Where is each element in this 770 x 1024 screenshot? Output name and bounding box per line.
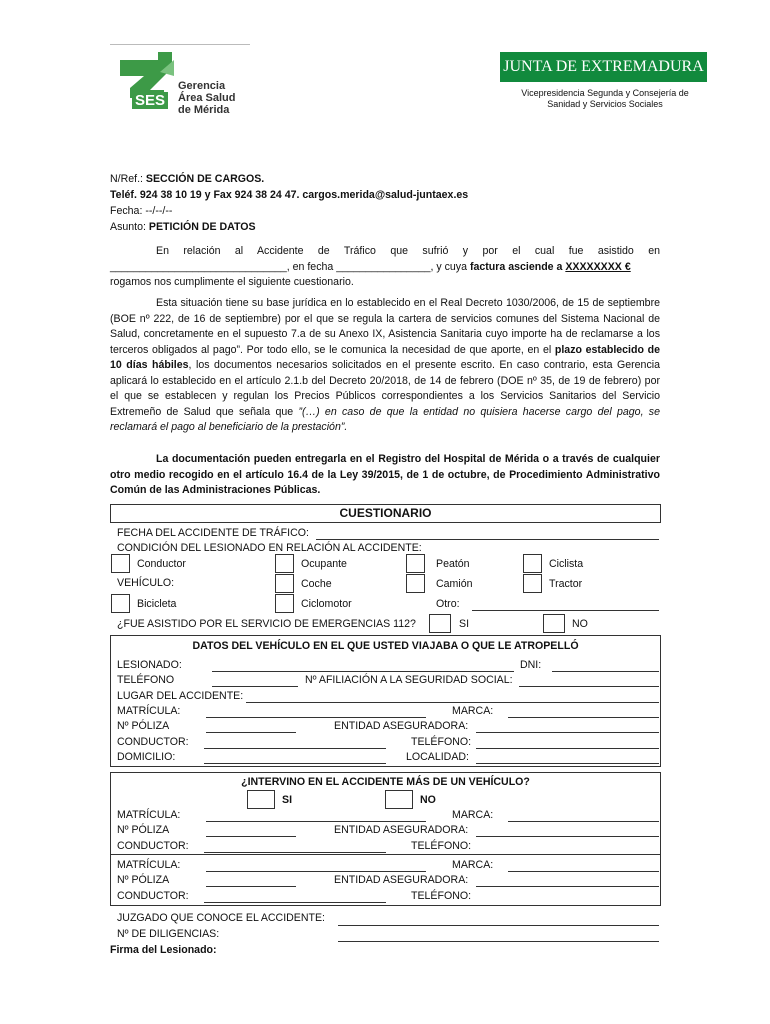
- v2-matricula-label: MATRÍCULA:: [117, 809, 181, 821]
- v3-conductor-label: CONDUCTOR:: [117, 890, 189, 902]
- opt-ciclomotor: Ciclomotor: [301, 598, 352, 610]
- v2-marca-field[interactable]: [508, 821, 659, 822]
- v2-conductor-field[interactable]: [204, 852, 386, 853]
- afiliacion-field[interactable]: [519, 686, 659, 687]
- asistido-no: NO: [572, 618, 588, 630]
- ses-letters: SES: [132, 92, 168, 109]
- v3-telefono-label: TELÉFONO:: [411, 890, 472, 902]
- p1-b-text: ______________________________, en fecha ________________, y cuya: [110, 260, 470, 273]
- logo-text-merida: de Mérida: [178, 104, 230, 116]
- asistido-112-label: ¿FUE ASISTIDO POR EL SERVICIO DE EMERGENCIAS 112?: [117, 618, 416, 630]
- vicepresidencia-1: Vicepresidencia Segunda y Consejería de: [521, 88, 689, 98]
- v2-poliza-field[interactable]: [206, 836, 296, 837]
- telef-line: Teléf. 924 38 10 19 y Fax 924 38 24 47. cargos.merida@salud-juntaex.es: [110, 189, 469, 201]
- mas-vehiculo-si: SI: [282, 794, 293, 806]
- v3-poliza-field[interactable]: [206, 886, 296, 887]
- diligencias-field[interactable]: [338, 941, 659, 942]
- nref-line: [110, 172, 264, 188]
- asunto-value: PETICIÓN DE DATOS: [148, 221, 256, 233]
- asunto-label: Asunto:: [110, 221, 149, 233]
- telefono-label: TELÉFONO: [117, 674, 175, 686]
- checkbox-ciclomotor[interactable]: [275, 594, 294, 613]
- opt-camion: Camión: [436, 578, 473, 590]
- aseguradora-label: ENTIDAD ASEGURADORA:: [334, 720, 469, 732]
- v2-telefono-label: TELÉFONO:: [411, 840, 472, 852]
- opt-bicicleta: Bicicleta: [137, 598, 177, 610]
- checkbox-112-si[interactable]: [429, 614, 451, 633]
- v3-marca-field[interactable]: [508, 871, 659, 872]
- logo-text-gerencia: Gerencia: [178, 80, 226, 92]
- v2-aseguradora-label: ENTIDAD ASEGURADORA:: [334, 824, 469, 836]
- lugar-field[interactable]: [246, 702, 659, 703]
- opt-tractor: Tractor: [549, 578, 583, 590]
- checkbox-mas-vehiculo-si[interactable]: [247, 790, 275, 809]
- lugar-label: LUGAR DEL ACCIDENTE:: [117, 690, 244, 702]
- dni-label: DNI:: [520, 659, 542, 671]
- localidad-label: LOCALIDAD:: [406, 751, 469, 763]
- p2-italic: ”(…) en caso de que la entidad no quisiera hacerse cargo del pago, se reclamará el pago al beneficiario de la prestación”.: [110, 405, 660, 433]
- junta-text: JUNTA DE EXTREMADURA: [503, 58, 704, 75]
- cuestionario-title: CUESTIONARIO: [339, 506, 432, 520]
- conductor-field[interactable]: [204, 748, 386, 749]
- v3-marca-label: MARCA:: [452, 859, 494, 871]
- juzgado-label: JUZGADO QUE CONOCE EL ACCIDENTE:: [117, 912, 325, 924]
- telefono-field[interactable]: [212, 686, 298, 687]
- vehiculo-label: VEHÍCULO:: [117, 577, 175, 589]
- p2-bold: plazo establecido de 10 días hábiles: [110, 343, 660, 371]
- ses-logo: [110, 50, 260, 120]
- v2-poliza-label: Nº PÓLIZA: [117, 824, 170, 836]
- otro-field[interactable]: [472, 610, 659, 611]
- checkbox-peaton[interactable]: [406, 554, 425, 573]
- opt-otro: Otro:: [436, 598, 460, 610]
- diligencias-label: Nº DE DILIGENCIAS:: [117, 928, 220, 940]
- checkbox-ciclista[interactable]: [523, 554, 542, 573]
- junta-logo: [500, 52, 707, 82]
- paragraph-3: La documentación pueden entregarla en el Registro del Hospital de Mérida o a través de cualquier otro medio recogido en el artículo 16.4 de la Ley 39/2015, de 1 de octubre, de Procedimiento Administrativo Común de las Administraciones Públicas.: [110, 453, 660, 496]
- checkbox-ocupante[interactable]: [275, 554, 294, 573]
- nref-value: SECCIÓN DE CARGOS.: [145, 173, 265, 185]
- opt-coche: Coche: [301, 578, 332, 590]
- header-rule: [110, 44, 250, 45]
- asistido-si: SI: [459, 618, 470, 630]
- v2-marca-label: MARCA:: [452, 809, 494, 821]
- vehiculo-section-title: DATOS DEL VEHÍCULO EN EL QUE USTED VIAJABA O QUE LE ATROPELLÓ: [192, 640, 579, 652]
- v3-matricula-field[interactable]: [206, 871, 426, 872]
- p1-b-bold: factura asciende a: [469, 260, 566, 273]
- matricula-field[interactable]: [206, 717, 426, 718]
- condicion-label: CONDICIÓN DEL LESIONADO EN RELACIÓN AL ACCIDENTE:: [117, 542, 422, 554]
- checkbox-mas-vehiculo-no[interactable]: [385, 790, 413, 809]
- lesionado-label: LESIONADO:: [117, 659, 182, 671]
- p1-line-b: [110, 260, 660, 276]
- nref-label: N/Ref.:: [110, 173, 146, 185]
- v2-aseguradora-field[interactable]: [476, 836, 659, 837]
- matricula-label: MATRÍCULA:: [117, 705, 181, 717]
- localidad-field[interactable]: [476, 763, 659, 764]
- v3-aseguradora-field[interactable]: [476, 886, 659, 887]
- telefono2-label: TELÉFONO:: [411, 736, 472, 748]
- v3-aseguradora-label: ENTIDAD ASEGURADORA:: [334, 874, 469, 886]
- asunto-line: [110, 220, 256, 236]
- lesionado-field[interactable]: [212, 671, 514, 672]
- fecha-accidente-label: FECHA DEL ACCIDENTE DE TRÁFICO:: [117, 527, 309, 539]
- opt-peaton: Peatón: [436, 558, 470, 570]
- marca-label: MARCA:: [452, 705, 494, 717]
- vicepresidencia-2: Sanidad y Servicios Sociales: [547, 99, 663, 109]
- domicilio-label: DOMICILIO:: [117, 751, 176, 763]
- marca-field[interactable]: [508, 717, 659, 718]
- poliza-label: Nº PÓLIZA: [117, 720, 170, 732]
- v3-poliza-label: Nº PÓLIZA: [117, 874, 170, 886]
- logo-text-area: Área Salud: [178, 92, 236, 104]
- v2-matricula-field[interactable]: [206, 821, 426, 822]
- checkbox-camion[interactable]: [406, 574, 425, 593]
- paragraph-1: [110, 244, 660, 291]
- aseguradora-field[interactable]: [476, 732, 659, 733]
- checkbox-coche[interactable]: [275, 574, 294, 593]
- v3-matricula-label: MATRÍCULA:: [117, 859, 181, 871]
- mas-vehiculo-no: NO: [420, 794, 436, 806]
- firma-label: Firma del Lesionado:: [110, 944, 217, 956]
- p1-line-c: rogamos nos cumplimente el siguiente cuestionario.: [110, 276, 354, 288]
- checkbox-tractor[interactable]: [523, 574, 542, 593]
- poliza-field[interactable]: [206, 732, 296, 733]
- fecha-line: Fecha: --/--/--: [110, 205, 173, 217]
- p2-text-b: , los documentos necesarios solicitados en el presente escrito. En caso contrario, esta Gerencia aplicará lo establecido en el artículo 2.1.b del Decreto 20/2018, de 14 de febrero (DOE nº 35, de 19 de febrero) por el que se establecen y regulan los Precios Públicos correspondientes a los Servicios Sanitarios del Servicio Extremeño de Salud que señala que: [110, 359, 660, 418]
- v3-conductor-field[interactable]: [204, 902, 386, 903]
- paragraph-2: [110, 296, 660, 436]
- cuestionario-header: [110, 504, 661, 523]
- opt-ciclista: Ciclista: [549, 558, 584, 570]
- dni-field[interactable]: [552, 671, 659, 672]
- p1-line-a: En relación al Accidente de Tráfico que sufrió y por el cual fue asistido en: [156, 245, 660, 257]
- domicilio-field[interactable]: [204, 763, 386, 764]
- conductor-label: CONDUCTOR:: [117, 736, 189, 748]
- checkbox-bicicleta[interactable]: [111, 594, 130, 613]
- juzgado-field[interactable]: [338, 925, 659, 926]
- invoice-amount: XXXXXXXX €: [565, 260, 631, 273]
- checkbox-112-no[interactable]: [543, 614, 565, 633]
- opt-ocupante: Ocupante: [301, 558, 347, 570]
- checkbox-conductor[interactable]: [111, 554, 130, 573]
- opt-conductor: Conductor: [137, 558, 186, 570]
- afiliacion-label: Nº AFILIACIÓN A LA SEGURIDAD SOCIAL:: [305, 674, 513, 686]
- p2-text-a: Esta situación tiene su base jurídica en lo establecido en el Real Decreto 1030/2006, de 15 de septiembre (BOE nº 222, de 16 de septiembre) por el que se regula la cartera de servicios comunes del Sistema Nacional de Salud, concretamente en el supuesto 7.a de su Anexo IX, Asistencia Sanitaria cuyo importe ha de reclamarse a los terceros obligados al pago”. Por todo ello, se le comunica la necesidad de que aporte, en el: [110, 297, 660, 356]
- telefono2-field[interactable]: [476, 748, 659, 749]
- fecha-accidente-field[interactable]: [316, 539, 659, 540]
- otros-vehiculos-title: ¿INTERVINO EN EL ACCIDENTE MÁS DE UN VEHÍCULO?: [241, 776, 530, 788]
- v2-conductor-label: CONDUCTOR:: [117, 840, 189, 852]
